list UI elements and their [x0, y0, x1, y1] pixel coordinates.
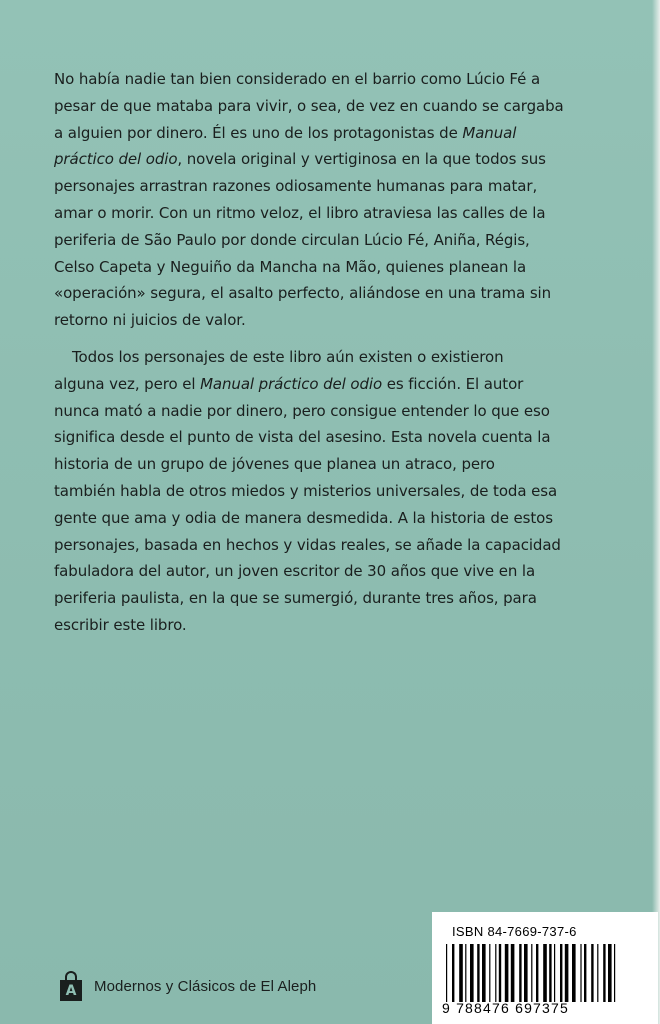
barcode-bar [572, 944, 576, 1002]
publisher-imprint [60, 966, 316, 1006]
barcode-bar [614, 944, 615, 1002]
blurb-line: significa desde el punto de vista del asesino. Esta novela cuenta la [54, 428, 551, 447]
logo-letter: A [60, 980, 82, 1001]
blurb-line: personajes arrastran razones odiosamente humanas para matar, [54, 177, 538, 196]
barcode-digits: 9 788476 697375 [442, 1000, 569, 1016]
blurb-paragraph-1 [54, 66, 614, 334]
barcode-bar [603, 944, 605, 1002]
barcode-bar [580, 944, 581, 1002]
barcode-bar [452, 944, 454, 1002]
barcode-bar [459, 944, 463, 1002]
isbn-number: ISBN 84-7669-737-6 [452, 924, 577, 939]
barcode-bar [511, 944, 515, 1002]
barcode-bar [597, 944, 598, 1002]
barcode-bar [519, 944, 521, 1002]
publisher-name: Modernos y Clásicos de El Aleph [94, 977, 317, 995]
line-text: es ficción. El autor [382, 374, 524, 393]
barcode-bar [560, 944, 562, 1002]
blurb-line: pesar de que mataba para vivir, o sea, de vez en cuando se cargaba [54, 96, 564, 115]
book-title-italic: Manual [462, 123, 517, 142]
barcode-bar [495, 944, 496, 1002]
barcode-bar [543, 944, 547, 1002]
blurb-line: gente que ama y odia de manera desmedida. A la historia de estos [54, 508, 553, 527]
blurb-line [54, 371, 614, 398]
blurb-line: retorno ni juicios de valor. [54, 311, 246, 330]
barcode-bar [549, 944, 551, 1002]
barcode-bar [477, 944, 479, 1002]
barcode-bars [444, 944, 648, 1002]
barcode-bar [536, 944, 538, 1002]
barcode-bar [608, 944, 612, 1002]
barcode-bar [505, 944, 509, 1002]
book-title-italic: Manual práctico del odio [200, 374, 383, 393]
blurb-line: personajes, basada en hechos y vidas reales, se añade la capacidad [54, 535, 561, 554]
barcode-bar [591, 944, 593, 1002]
blurb-line: historia de un grupo de jóvenes que planea un atraco, pero [54, 455, 495, 474]
blurb-line: fabuladora del autor, un joven escritor de 30 años que vive en la [54, 562, 536, 581]
blurb-line [54, 120, 614, 147]
barcode-bar [470, 944, 474, 1002]
barcode-bar [499, 944, 501, 1002]
blurb-line [54, 146, 614, 173]
barcode-bar [531, 944, 532, 1002]
blurb-line: No había nadie tan bien considerado en el barrio como Lúcio Fé a [54, 70, 541, 88]
blurb-line: nunca mató a nadie por dinero, pero consigue entender lo que eso [54, 401, 550, 420]
line-text: , novela original y vertiginosa en la que todos sus [177, 150, 546, 169]
barcode-bar [482, 944, 486, 1002]
blurb-line: «operación» segura, el asalto perfecto, aliándose en una trama sin [54, 284, 552, 303]
barcode-bar [524, 944, 528, 1002]
book-title-italic: práctico del odio [54, 150, 178, 169]
barcode-bar [446, 944, 447, 1002]
blurb-line: Celso Capeta y Neguiño da Mancha na Mão, quienes planean la [54, 257, 527, 276]
barcode-label [432, 912, 658, 1024]
line-text: alguna vez, pero el [54, 374, 201, 393]
barcode-bar [489, 944, 490, 1002]
barcode-bar [465, 944, 466, 1002]
line-text: a alguien por dinero. Él es uno de los protagonistas de [54, 123, 463, 142]
blurb-text [54, 66, 614, 639]
blurb-paragraph-2 [54, 344, 614, 639]
blurb-line: amar o morir. Con un ritmo veloz, el libro atraviesa las calles de la [54, 203, 546, 222]
blurb-line: escribir este libro. [54, 615, 187, 634]
blurb-line: también habla de otros miedos y misterios universales, de toda esa [54, 481, 558, 500]
barcode-bar [565, 944, 569, 1002]
page-edge [652, 0, 660, 1024]
blurb-line: Todos los personajes de este libro aún existen o existieron [72, 347, 504, 366]
barcode-bar [554, 944, 555, 1002]
shopping-bag-icon [60, 971, 82, 1001]
barcode-bar [584, 944, 586, 1002]
blurb-line: periferia paulista, en la que se sumergió, durante tres años, para [54, 589, 537, 608]
blurb-line: periferia de São Paulo por donde circulan Lúcio Fé, Aniña, Régis, [54, 230, 530, 249]
